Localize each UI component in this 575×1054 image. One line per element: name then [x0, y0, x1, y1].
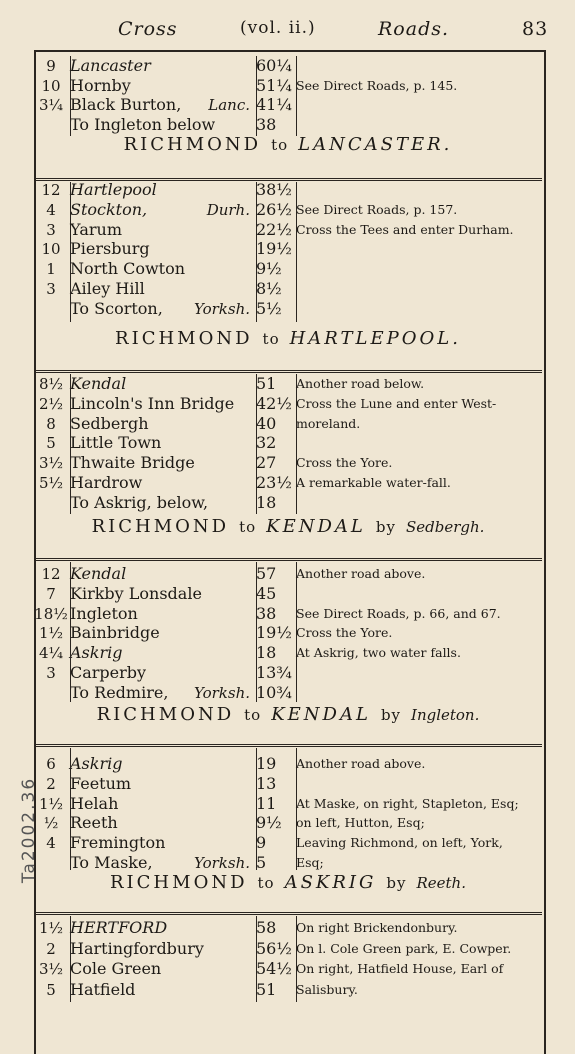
- stage-miles: 3¼: [38, 96, 64, 114]
- road-row: [34, 259, 542, 279]
- road-row: [34, 279, 542, 299]
- place-name: To Scorton,: [70, 298, 163, 318]
- route-note: See Direct Roads, p. 145.: [296, 77, 458, 93]
- road-row: [34, 433, 542, 453]
- road-row: [34, 453, 542, 473]
- stage-miles: 3: [46, 280, 56, 298]
- county-name: Yorksh.: [193, 299, 250, 318]
- route-by-word: by: [375, 518, 396, 536]
- stage-miles: 5: [46, 980, 56, 999]
- column-rule: [256, 56, 257, 136]
- county-name: Yorksh.: [193, 683, 250, 702]
- section-divider: [34, 912, 542, 915]
- column-rule: [256, 182, 257, 322]
- stage-miles: 5: [46, 434, 56, 453]
- distance: 57: [256, 564, 277, 583]
- column-rule: [256, 562, 257, 702]
- road-row: [34, 794, 542, 814]
- road-row: [34, 853, 542, 873]
- route-note: on left, Hutton, Esq;: [296, 815, 425, 831]
- road-row: [34, 493, 542, 513]
- route-destination: LANCASTER.: [298, 134, 453, 155]
- stage-miles: 7: [46, 584, 56, 603]
- route-title: [34, 872, 542, 896]
- route-note: On l. Cole Green park, E. Cowper.: [296, 940, 512, 956]
- column-rule: [296, 182, 297, 322]
- route-note: Cross the Yore.: [296, 455, 393, 471]
- road-row: [34, 564, 542, 584]
- place-name: Little Town: [70, 433, 162, 453]
- route-note: See Direct Roads, p. 66, and 67.: [296, 605, 501, 621]
- route-note: A remarkable water-fall.: [296, 475, 451, 490]
- place-name: Fremington: [70, 833, 166, 853]
- place-name: To Redmire,: [70, 682, 169, 702]
- distance: 27: [256, 453, 277, 473]
- distance: 9½: [256, 813, 282, 833]
- place-name: Stockton,: [70, 199, 148, 219]
- column-rule: [70, 182, 71, 322]
- distance: 5: [256, 853, 267, 872]
- stage-miles: 1½: [38, 919, 64, 937]
- distance: 41¼: [256, 95, 292, 114]
- distance: 26½: [256, 199, 292, 219]
- road-row: [34, 299, 542, 319]
- road-row: [34, 813, 542, 833]
- stage-miles: 2: [46, 939, 56, 958]
- distance: 23½: [256, 473, 292, 492]
- stage-miles: 9: [46, 57, 56, 75]
- distance: 45: [256, 583, 277, 603]
- road-row: [34, 56, 542, 76]
- place-name: Ailey Hill: [70, 279, 145, 298]
- distance: 51: [256, 979, 277, 999]
- distance: 38: [256, 603, 277, 623]
- route-by-word: by: [380, 706, 402, 724]
- route-note: At Askrig, two water falls.: [296, 645, 461, 661]
- stage-miles: 2½: [38, 394, 64, 413]
- place-name: North Cowton: [70, 259, 186, 279]
- column-rule: [70, 562, 71, 702]
- route-origin: RICHMOND: [115, 328, 253, 349]
- stage-miles: 3: [46, 664, 56, 682]
- route-note: Salisbury.: [296, 981, 358, 997]
- route-to-word: to: [244, 706, 262, 724]
- place-name: Hardrow: [70, 473, 143, 492]
- road-row: [34, 374, 542, 394]
- page-header: [0, 14, 575, 48]
- place-name: Lancaster: [70, 56, 151, 75]
- distance: 11: [256, 793, 277, 813]
- county-name: Yorksh.: [193, 854, 250, 872]
- route-note: Esq;: [296, 855, 324, 870]
- route-title: [34, 516, 542, 540]
- distance: 19: [256, 754, 277, 773]
- road-row: [34, 833, 542, 853]
- stage-miles: 4: [46, 834, 56, 853]
- route-note: Another road above.: [296, 756, 426, 771]
- road-row: [34, 623, 542, 643]
- place-name: Kendal: [70, 374, 127, 393]
- road-row: [34, 774, 542, 794]
- place-name: To Ingleton below: [70, 114, 216, 134]
- section-divider: [34, 370, 542, 373]
- distance: 19½: [256, 623, 292, 643]
- route-via: Sedbergh.: [405, 518, 485, 536]
- distance: 40: [256, 413, 277, 433]
- road-row: [34, 754, 542, 774]
- distance: 9: [256, 833, 267, 853]
- place-name: Reeth: [70, 813, 118, 833]
- distance: 8½: [256, 279, 282, 298]
- road-row: [34, 959, 542, 979]
- place-name: To Askrig, below,: [70, 492, 209, 512]
- route-note: Cross the Tees and enter Durham.: [296, 221, 514, 237]
- route-origin: RICHMOND: [123, 134, 262, 155]
- road-row: [34, 643, 542, 663]
- stage-miles: 4: [46, 200, 56, 219]
- distance: 22½: [256, 219, 292, 239]
- stage-miles: 10: [41, 240, 61, 259]
- distance: 38½: [256, 180, 292, 199]
- section-divider: [34, 558, 542, 561]
- stage-miles: 10: [41, 76, 61, 95]
- stage-miles: 8: [46, 414, 56, 433]
- road-row: [34, 115, 542, 135]
- distance: 13: [256, 773, 277, 793]
- distance: 19½: [256, 239, 292, 259]
- road-row: [34, 180, 542, 200]
- route-origin: RICHMOND: [96, 704, 235, 725]
- route-via: Reeth.: [416, 874, 466, 892]
- road-row: [34, 604, 542, 624]
- route-to-word: to: [257, 874, 275, 892]
- stage-miles: ½: [43, 814, 59, 833]
- route-note: At Maske, on right, Stapleton, Esq;: [296, 795, 519, 811]
- stage-miles: 3½: [38, 454, 64, 473]
- route-note: Leaving Richmond, on left, York,: [296, 835, 503, 851]
- county-name: Lanc.: [208, 96, 250, 114]
- stage-miles: 1½: [38, 794, 64, 813]
- route-destination: KENDAL: [266, 516, 366, 537]
- distance: 56½: [256, 938, 292, 958]
- place-name: Yarum: [70, 219, 122, 239]
- place-name: Feetum: [70, 773, 132, 793]
- route-origin: RICHMOND: [110, 872, 248, 893]
- column-rule: [296, 562, 297, 702]
- road-row: [34, 95, 542, 115]
- stage-miles: 12: [41, 181, 61, 199]
- place-name: Thwaite Bridge: [70, 453, 195, 473]
- road-row: [34, 918, 542, 938]
- route-origin: RICHMOND: [91, 516, 230, 537]
- stage-miles: 2: [46, 774, 56, 793]
- distance: 18: [256, 492, 277, 512]
- distance: 60¼: [256, 56, 292, 75]
- stage-miles: 18½: [34, 604, 68, 623]
- distance: 51: [256, 374, 277, 393]
- route-title: [34, 134, 542, 158]
- county-name: Durh.: [206, 200, 250, 219]
- road-row: [34, 414, 542, 434]
- route-destination: ASKRIG: [284, 872, 377, 893]
- road-row: [34, 584, 542, 604]
- stage-miles: 3: [46, 220, 56, 239]
- place-name: Hartingfordbury: [70, 938, 204, 958]
- distance: 51¼: [256, 75, 292, 95]
- place-name: Lincoln's Inn Bridge: [70, 393, 235, 413]
- route-note: Cross the Yore.: [296, 625, 393, 641]
- place-name: Askrig: [70, 754, 123, 773]
- place-name: Carperby: [70, 663, 147, 682]
- place-name: Hatfield: [70, 979, 136, 999]
- column-rule: [70, 374, 71, 514]
- margin-annotation: [0, 740, 40, 940]
- margin-note: Ta2002.36: [19, 776, 40, 884]
- place-name: Kirkby Lonsdale: [70, 583, 202, 603]
- stage-miles: 5½: [38, 474, 64, 492]
- column-rule: [256, 748, 257, 870]
- route-note: moreland.: [296, 415, 361, 431]
- place-name: Helah: [70, 793, 119, 813]
- stage-miles: 1½: [38, 624, 64, 643]
- place-name: Bainbridge: [70, 623, 160, 643]
- road-row: [34, 683, 542, 703]
- place-name: Askrig: [70, 643, 123, 663]
- place-name: To Maske,: [70, 853, 153, 872]
- place-name: Sedbergh: [70, 413, 149, 433]
- road-row: [34, 980, 542, 1000]
- stage-miles: 3½: [38, 960, 64, 978]
- route-title: [34, 328, 542, 352]
- place-name: Ingleton: [70, 603, 138, 623]
- distance: 5½: [256, 298, 282, 318]
- route-via: Ingleton.: [411, 706, 480, 724]
- place-name: Piersburg: [70, 239, 150, 259]
- distance: 38: [256, 114, 277, 134]
- stage-miles: 12: [41, 565, 61, 583]
- place-name: Hornby: [70, 75, 131, 95]
- route-note: On right Brickendonbury.: [296, 920, 458, 935]
- road-row: [34, 394, 542, 414]
- distance: 32: [256, 433, 277, 453]
- distance: 13¾: [256, 663, 292, 682]
- section-divider: [34, 744, 542, 747]
- stage-miles: 1: [46, 260, 56, 279]
- distance: 58: [256, 918, 277, 937]
- route-note: Another road above.: [296, 566, 426, 581]
- route-to-word: to: [262, 330, 280, 348]
- place-name: Cole Green: [70, 959, 162, 978]
- route-note: See Direct Roads, p. 157.: [296, 201, 458, 217]
- stage-miles: 6: [46, 755, 56, 773]
- route-to-word: to: [239, 518, 257, 536]
- road-row: [34, 663, 542, 683]
- place-name: Hartlepool: [70, 180, 157, 199]
- route-destination: HARTLEPOOL.: [289, 328, 461, 349]
- distance: 54½: [256, 959, 292, 978]
- route-title: [34, 704, 542, 728]
- road-row: [34, 200, 542, 220]
- column-rule: [256, 374, 257, 514]
- place-name: Kendal: [70, 564, 127, 583]
- header-left: Cross: [118, 18, 178, 40]
- road-row: [34, 939, 542, 959]
- route-note: On right, Hatfield House, Earl of: [296, 961, 504, 976]
- column-rule: [296, 916, 297, 1002]
- distance: 9½: [256, 259, 282, 279]
- header-right: Roads.: [378, 18, 450, 40]
- column-rule: [296, 748, 297, 870]
- place-name: Black Burton,: [70, 95, 182, 114]
- page-number: 83: [522, 18, 549, 40]
- route-note: Cross the Lune and enter West-: [296, 395, 497, 411]
- distance: 42½: [256, 393, 292, 413]
- stage-miles: 4¼: [38, 644, 64, 663]
- header-volume: (vol. ii.): [240, 18, 316, 38]
- road-row: [34, 76, 542, 96]
- column-rule: [70, 916, 71, 1002]
- column-rule: [70, 748, 71, 870]
- route-note: Another road below.: [296, 376, 425, 391]
- road-row: [34, 473, 542, 493]
- distance: 10¾: [256, 682, 292, 702]
- stage-miles: 8½: [38, 375, 64, 393]
- column-rule: [70, 56, 71, 136]
- column-rule: [256, 916, 257, 1002]
- road-row: [34, 239, 542, 259]
- route-to-word: to: [271, 136, 289, 154]
- column-rule: [296, 56, 297, 136]
- distance: 18: [256, 643, 277, 663]
- route-destination: KENDAL: [271, 704, 371, 725]
- road-row: [34, 220, 542, 240]
- route-by-word: by: [386, 874, 407, 892]
- column-rule: [296, 374, 297, 514]
- place-name: HERTFORD: [70, 918, 168, 937]
